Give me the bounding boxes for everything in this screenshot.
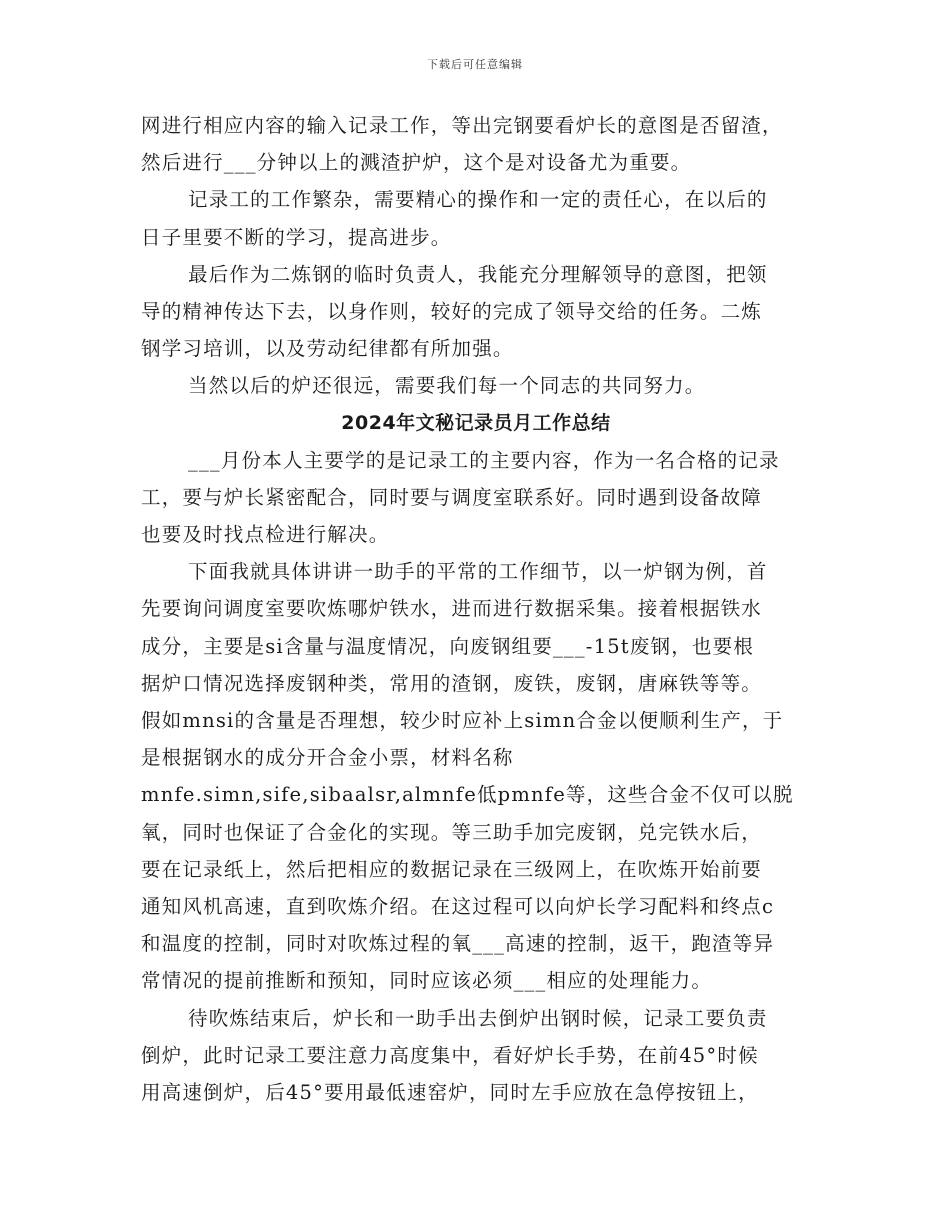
- text-line: 用高速倒炉，后45°要用最低速窑炉，同时左手应放在急停按钮上，: [141, 1080, 759, 1104]
- text-line: 也要及时找点检进行解决。: [141, 523, 390, 547]
- text-line: 常情况的提前推断和预知，同时应该必须___相应的处理能力。: [141, 969, 713, 993]
- text-line: 然后进行___分钟以上的溅渣护炉，这个是对设备尤为重要。: [141, 151, 692, 175]
- text-line: 日子里要不断的学习，提高进步。: [141, 225, 452, 249]
- text-line: 据炉口情况选择废钢种类，常用的渣钢，废铁，废钢，唐麻铁等等。: [141, 671, 763, 695]
- text-line: 氧，同时也保证了合金化的实现。等三助手加完废钢，兑完铁水后，: [141, 820, 763, 844]
- text-line: 先要询问调度室要吹炼哪炉铁水，进而进行数据采集。接着根据铁水: [141, 597, 763, 621]
- text-line: 待吹炼结束后，炉长和一助手出去倒炉出钢时候，记录工要负责: [188, 1006, 768, 1030]
- text-line: 钢学习培训，以及劳动纪律都有所加强。: [141, 337, 514, 361]
- text-line: 下面我就具体讲讲一助手的平常的工作细节，以一炉钢为例，首: [188, 560, 768, 584]
- section-title: 2024年文秘记录员月工作总结: [341, 411, 611, 434]
- text-line: 要在记录纸上，然后把相应的数据记录在三级网上，在吹炼开始前要: [141, 857, 763, 881]
- text-line: mnfe.simn,sife,sibaalsr,almnfe低pmnfe等，这些合金不仅可以脱: [141, 783, 794, 807]
- text-line: ___月份本人主要学的是记录工的主要内容，作为一名合格的记录: [188, 448, 780, 472]
- text-line: 通知风机高速，直到吹炼介绍。在这过程可以向炉长学习配料和终点c: [141, 894, 775, 918]
- text-line: 最后作为二炼钢的临时负责人，我能充分理解领导的意图，把领: [188, 262, 768, 286]
- document-body: [141, 107, 811, 1111]
- text-line: 假如mnsi的含量是否理想，较少时应补上simn合金以便顺利生产，于: [141, 709, 784, 732]
- text-line: 导的精神传达下去，以身作则，较好的完成了领导交给的任务。二炼: [141, 299, 763, 323]
- text-line: 当然以后的炉还很远，需要我们每一个同志的共同努力。: [188, 374, 706, 398]
- page-header: 下载后可任意编辑: [427, 58, 523, 71]
- text-line: 和温度的控制，同时对吹炼过程的氧___高速的控制，返干，跑渣等异: [141, 932, 775, 956]
- text-line: 成分，主要是si含量与温度情况，向废钢组要___-15t废钢，也要根: [141, 634, 755, 658]
- text-line: 网进行相应内容的输入记录工作，等出完钢要看炉长的意图是否留渣，: [141, 114, 783, 137]
- text-line: 工，要与炉长紧密配合，同时要与调度室联系好。同时遇到设备故障: [141, 485, 763, 509]
- text-line: 倒炉，此时记录工要注意力高度集中，看好炉长手势，在前45°时候: [141, 1043, 759, 1067]
- text-line: 是根据钢水的成分开合金小票，材料名称: [141, 746, 514, 770]
- text-line: 记录工的工作繁杂，需要精心的操作和一定的责任心，在以后的: [188, 188, 768, 212]
